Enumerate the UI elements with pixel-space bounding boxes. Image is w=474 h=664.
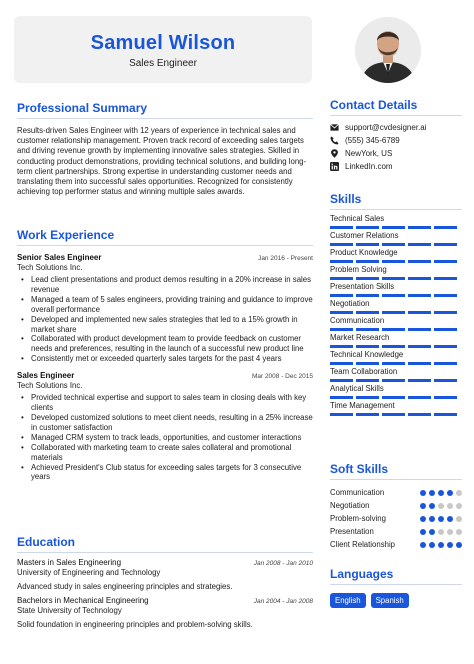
skill-level-segment: [356, 277, 379, 280]
education-entry: [17, 558, 313, 591]
skill-level-bar: [330, 328, 462, 331]
skill-level-bar: [330, 294, 462, 297]
soft-skill-item: [330, 499, 462, 512]
bullet-item: • Managed a team of 5 sales engineers, providing training and guidance to improve overall performance: [17, 295, 313, 315]
skill-item: [330, 384, 462, 399]
rating-dot: [456, 516, 462, 522]
name-header: [14, 16, 312, 83]
skill-name: Analytical Skills: [330, 384, 384, 393]
rating-dot: [438, 490, 444, 496]
skill-level-segment: [330, 243, 353, 246]
skill-level-segment: [408, 328, 431, 331]
skill-name: Problem Solving: [330, 265, 387, 274]
phone-icon: [330, 136, 339, 145]
skill-level-segment: [434, 294, 457, 297]
contact-email[interactable]: [330, 121, 462, 134]
soft-skill-name: Negotiation: [330, 501, 370, 510]
rating-dot: [420, 516, 426, 522]
skill-level-segment: [356, 379, 379, 382]
soft-skill-rating: [420, 503, 462, 509]
rating-dot: [429, 516, 435, 522]
contact-phone[interactable]: [330, 134, 462, 147]
skill-level-segment: [330, 362, 353, 365]
rating-dot: [438, 529, 444, 535]
skill-name: Communication: [330, 316, 385, 325]
rating-dot: [429, 490, 435, 496]
soft-skill-item: [330, 486, 462, 499]
bullet-item: • Lead client presentations and product demos resulting in a 20% increase in sales revenue: [17, 275, 313, 295]
languages-heading: Languages: [330, 567, 394, 581]
bullet-item: • Managed CRM system to track leads, opportunities, and customer interactions: [17, 433, 313, 443]
skill-name: Time Management: [330, 401, 395, 410]
skill-level-segment: [382, 260, 405, 263]
linkedin-text: LinkedIn.com: [345, 162, 393, 171]
soft-skills-section: [330, 462, 462, 551]
skills-heading: Skills: [330, 192, 362, 206]
education-date: Jan 2004 - Jan 2008: [253, 598, 313, 605]
skill-name: Negotiation: [330, 299, 370, 308]
skill-name: Technical Knowledge: [330, 350, 404, 359]
skill-level-segment: [382, 362, 405, 365]
contact-location: [330, 147, 462, 160]
soft-skill-name: Problem-solving: [330, 514, 386, 523]
education-date: Jan 2008 - Jan 2010: [253, 560, 313, 567]
bullet-item: • Achieved President's Club status for exceeding sales targets for 3 consecutive years: [17, 463, 313, 483]
skill-level-segment: [434, 396, 457, 399]
rating-dot: [456, 503, 462, 509]
education-entry: [17, 596, 313, 629]
skill-level-segment: [382, 345, 405, 348]
skill-level-bar: [330, 413, 462, 416]
rating-dot: [429, 529, 435, 535]
bullet-item: • Provided technical expertise and support to sales team in closing deals with key clients: [17, 393, 313, 413]
skill-level-segment: [356, 362, 379, 365]
languages-section: [330, 567, 462, 608]
skill-level-segment: [330, 277, 353, 280]
skill-item: [330, 367, 462, 382]
soft-skill-item: [330, 525, 462, 538]
job-date: Jan 2016 - Present: [258, 255, 313, 262]
skill-level-segment: [356, 311, 379, 314]
skill-level-segment: [382, 226, 405, 229]
location-pin-icon: [330, 149, 339, 158]
contact-heading: Contact Details: [330, 98, 418, 112]
job-title: Sales Engineer: [17, 371, 75, 381]
person-name: Samuel Wilson: [90, 32, 236, 54]
mail-icon: [330, 123, 339, 132]
skill-level-segment: [330, 226, 353, 229]
phone-text: (555) 345-6789: [345, 136, 400, 145]
skill-level-segment: [330, 311, 353, 314]
bullet-item: • Collaborated with marketing team to create sales collateral and promotional materials: [17, 443, 313, 463]
skill-name: Team Collaboration: [330, 367, 398, 376]
skill-level-segment: [382, 243, 405, 246]
skill-item: [330, 316, 462, 331]
soft-skill-rating: [420, 542, 462, 548]
section-divider: [17, 245, 313, 246]
summary-text: Results-driven Sales Engineer with 12 years of experience in technical sales and customer relationship management. Proven track record of exceeding sales targets and driving revenue growth by implementing innovative sales strategies. Skilled in conducting product demonstrations, providing technical solutions, and building long-term client partnerships. Strong expertise in understanding customer needs and translating them into successful sales opportunities. Recognized for consistently achieving top performer status and winning multiple sales awards.: [17, 126, 307, 197]
bullet-item: • Developed and implemented new sales strategies that led to a 15% growth in market share: [17, 315, 313, 335]
rating-dot: [447, 529, 453, 535]
soft-skill-rating: [420, 490, 462, 496]
job-bullets: [17, 275, 313, 364]
skill-level-segment: [330, 260, 353, 263]
skill-name: Market Research: [330, 333, 390, 342]
skill-level-segment: [408, 362, 431, 365]
skill-level-segment: [434, 328, 457, 331]
rating-dot: [420, 503, 426, 509]
rating-dot: [429, 542, 435, 548]
skill-level-segment: [434, 226, 457, 229]
skill-level-segment: [434, 362, 457, 365]
school: University of Engineering and Technology: [17, 568, 161, 577]
skill-level-segment: [434, 277, 457, 280]
professional-summary-heading: Professional Summary: [17, 101, 148, 115]
job-company: Tech Solutions Inc.: [17, 263, 83, 272]
skill-level-bar: [330, 379, 462, 382]
soft-skill-rating: [420, 516, 462, 522]
skill-level-bar: [330, 226, 462, 229]
skill-level-segment: [330, 413, 353, 416]
skill-level-segment: [356, 413, 379, 416]
soft-skill-item: [330, 538, 462, 551]
skill-level-segment: [408, 294, 431, 297]
degree: Masters in Sales Engineering: [17, 558, 122, 567]
rating-dot: [447, 516, 453, 522]
job-entry: [17, 371, 313, 482]
skill-level-bar: [330, 260, 462, 263]
degree: Bachelors in Mechanical Engineering: [17, 596, 149, 605]
rating-dot: [429, 503, 435, 509]
avatar: [355, 17, 421, 83]
skill-level-bar: [330, 345, 462, 348]
linkedin-icon: [330, 162, 339, 171]
skill-level-segment: [330, 294, 353, 297]
rating-dot: [447, 542, 453, 548]
job-date: Mar 2008 - Dec 2015: [251, 373, 313, 381]
skills-list: [330, 214, 462, 416]
skill-name: Technical Sales: [330, 214, 385, 223]
skill-level-bar: [330, 277, 462, 280]
section-divider: [330, 479, 462, 480]
section-divider: [17, 118, 313, 119]
location-text: NewYork, US: [345, 149, 393, 158]
skill-level-segment: [356, 260, 379, 263]
skill-level-segment: [356, 294, 379, 297]
education-note: Solid foundation in engineering principles and problem-solving skills.: [17, 620, 253, 629]
skill-level-segment: [408, 311, 431, 314]
rating-dot: [438, 503, 444, 509]
contact-linkedin[interactable]: [330, 160, 462, 173]
skill-level-segment: [408, 345, 431, 348]
skill-item: [330, 214, 462, 229]
education-heading: Education: [17, 535, 76, 549]
language-tag: Spanish: [371, 593, 409, 608]
soft-skill-name: Presentation: [330, 527, 374, 536]
job-title: Senior Sales Engineer: [17, 253, 102, 262]
skill-level-segment: [434, 311, 457, 314]
job-bullets: [17, 393, 313, 482]
languages-list: [330, 593, 462, 608]
skill-item: [330, 350, 462, 365]
rating-dot: [447, 490, 453, 496]
work-experience-heading: Work Experience: [17, 228, 115, 242]
rating-dot: [456, 490, 462, 496]
skill-level-segment: [382, 294, 405, 297]
skill-name: Customer Relations: [330, 231, 399, 240]
skill-level-segment: [434, 243, 457, 246]
job-company: Tech Solutions Inc.: [17, 381, 83, 391]
skill-level-segment: [382, 413, 405, 416]
bullet-item: • Collaborated with product development team to provide feedback on customer needs and preferences, resulting in the launch of a successful new product line: [17, 334, 313, 354]
skill-level-segment: [356, 226, 379, 229]
skill-level-bar: [330, 396, 462, 399]
skill-name: Presentation Skills: [330, 282, 395, 291]
rating-dot: [438, 542, 444, 548]
school: State University of Technology: [17, 606, 122, 615]
skill-level-segment: [382, 277, 405, 280]
skill-level-segment: [408, 413, 431, 416]
skill-level-bar: [330, 311, 462, 314]
rating-dot: [447, 503, 453, 509]
skill-item: [330, 265, 462, 280]
skill-item: [330, 282, 462, 297]
skill-item: [330, 248, 462, 263]
skill-level-segment: [408, 260, 431, 263]
skill-level-segment: [382, 379, 405, 382]
rating-dot: [420, 490, 426, 496]
job-role: Sales Engineer: [129, 58, 197, 69]
professional-summary-section: [17, 101, 313, 197]
section-divider: [330, 115, 462, 116]
skill-level-segment: [356, 243, 379, 246]
skill-level-segment: [356, 396, 379, 399]
skill-level-bar: [330, 362, 462, 365]
skills-section: [330, 192, 462, 416]
soft-skill-item: [330, 512, 462, 525]
skill-level-segment: [382, 396, 405, 399]
skill-level-segment: [408, 243, 431, 246]
bullet-item: • Developed customized solutions to meet client needs, resulting in a 25% increase in customer satisfaction: [17, 413, 313, 433]
skill-level-segment: [330, 396, 353, 399]
skill-item: [330, 231, 462, 246]
section-divider: [330, 584, 462, 585]
rating-dot: [456, 542, 462, 548]
email-text: support@cvdesigner.ai: [345, 123, 427, 132]
education-section: [17, 535, 313, 629]
section-divider: [330, 209, 462, 210]
skill-level-segment: [434, 379, 457, 382]
rating-dot: [420, 542, 426, 548]
bullet-item: • Consistently met or exceeded quarterly sales targets for the past 4 years: [17, 354, 313, 364]
skill-level-segment: [330, 328, 353, 331]
skill-name: Product Knowledge: [330, 248, 398, 257]
skill-level-segment: [330, 345, 353, 348]
soft-skills-heading: Soft Skills: [330, 462, 389, 476]
skill-level-segment: [434, 413, 457, 416]
skill-level-segment: [434, 345, 457, 348]
skill-level-segment: [434, 260, 457, 263]
soft-skills-list: [330, 486, 462, 551]
skill-item: [330, 333, 462, 348]
soft-skill-name: Client Relationship: [330, 540, 396, 549]
skill-level-segment: [356, 345, 379, 348]
skill-level-segment: [408, 226, 431, 229]
work-experience-section: [17, 228, 313, 482]
skill-level-segment: [356, 328, 379, 331]
rating-dot: [438, 516, 444, 522]
skill-level-segment: [382, 311, 405, 314]
skill-level-bar: [330, 243, 462, 246]
rating-dot: [420, 529, 426, 535]
job-entry: [17, 253, 313, 364]
contact-section: [330, 98, 462, 173]
soft-skill-name: Communication: [330, 488, 385, 497]
skill-level-segment: [330, 379, 353, 382]
skill-level-segment: [408, 379, 431, 382]
rating-dot: [456, 529, 462, 535]
education-note: Advanced study in sales engineering principles and strategies.: [17, 582, 233, 591]
section-divider: [17, 552, 313, 553]
skill-level-segment: [408, 277, 431, 280]
language-tag: English: [330, 593, 366, 608]
skill-level-segment: [408, 396, 431, 399]
soft-skill-rating: [420, 529, 462, 535]
skill-level-segment: [382, 328, 405, 331]
skill-item: [330, 299, 462, 314]
skill-item: [330, 401, 462, 416]
